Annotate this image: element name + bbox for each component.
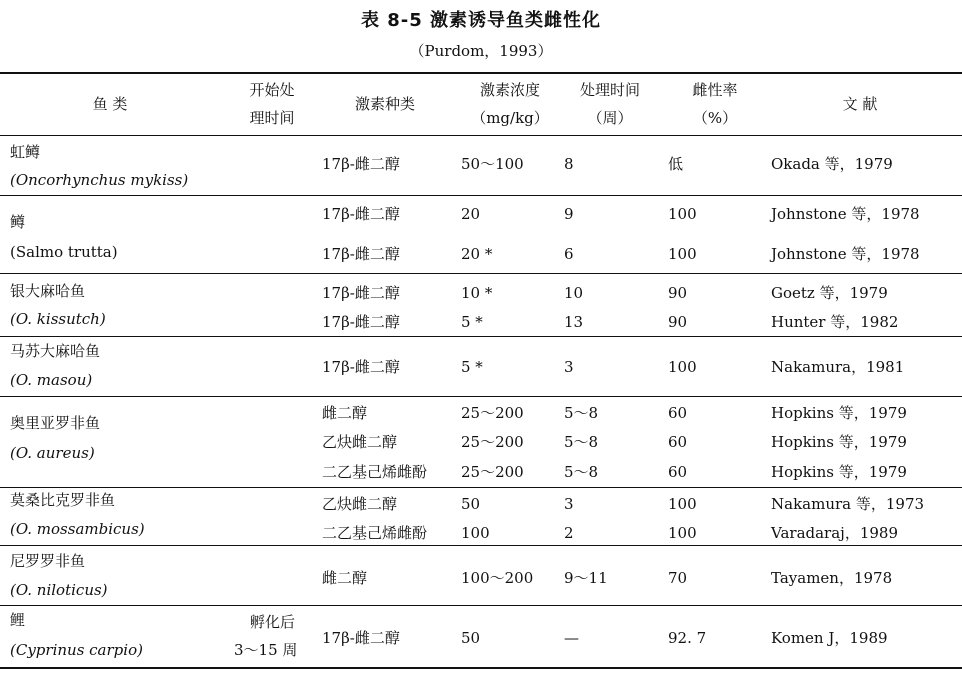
female-rate-cell: 100 [668,358,697,376]
fish-name: 尼罗罗非鱼 [10,552,86,570]
hormone-cell: 17β-雌二醇 [322,629,400,647]
concentration-cell: 25～200 [461,463,524,481]
concentration-cell: 50～100 [461,155,524,173]
reference-cell: Nakamura，1981 [771,358,905,376]
fish-name: 鲤 [10,611,26,629]
duration-cell: 3 [564,495,574,513]
hormone-cell: 雌二醇 [322,569,368,587]
reference-cell: Hopkins 等，1979 [771,463,907,481]
reference-cell: Varadaraj，1989 [771,524,898,542]
female-rate-cell: 100 [668,205,697,223]
header-rule [0,135,962,136]
duration-cell: 8 [564,155,574,173]
group-divider [0,336,962,337]
concentration-cell: 25～200 [461,404,524,422]
group-divider [0,605,962,606]
fish-scientific-name: (O. niloticus) [10,581,108,599]
table-subtitle: （Purdom，1993） [409,42,553,60]
fish-scientific-name: (O. mossambicus) [10,520,145,538]
duration-cell: 13 [564,313,584,331]
table-title: 表 8-5 激素诱导鱼类雌性化 [360,10,602,31]
hormone-cell: 二乙基己烯雌酚 [322,463,428,481]
hormone-cell: 17β-雌二醇 [322,155,400,173]
duration-cell: 10 [564,284,584,302]
female-rate-cell: 70 [668,569,688,587]
header-female-rate: （%） [692,109,738,127]
duration-cell: 5～8 [564,433,599,451]
duration-cell: 9～11 [564,569,608,587]
hormone-cell: 乙炔雌二醇 [322,495,398,513]
fish-name: 鳟 [10,213,26,231]
hormone-cell: 17β-雌二醇 [322,358,400,376]
reference-cell: Komen J，1989 [771,629,888,647]
fish-scientific-name: (O. masou) [10,371,93,389]
fish-scientific-name: (Salmo trutta) [10,243,118,261]
reference-cell: Johnstone 等，1978 [771,205,920,223]
group-divider [0,545,962,546]
reference-cell: Nakamura 等，1973 [771,495,925,513]
female-rate-cell: 90 [668,313,688,331]
hormone-cell: 乙炔雌二醇 [322,433,398,451]
concentration-cell: 50 [461,629,481,647]
header-female-rate: 雌性率 [692,81,738,99]
concentration-cell: 20 [461,205,481,223]
fish-scientific-name: (Cyprinus carpio) [10,641,143,659]
female-rate-cell: 60 [668,404,688,422]
concentration-cell: 5 * [461,313,483,331]
concentration-cell: 10 * [461,284,493,302]
header-duration: （周） [587,109,633,127]
female-rate-cell: 92. 7 [668,629,707,647]
reference-cell: Okada 等，1979 [771,155,893,173]
duration-cell: 5～8 [564,463,599,481]
hormone-cell: 17β-雌二醇 [322,245,400,263]
duration-cell: 5～8 [564,404,599,422]
fish-name: 莫桑比克罗非鱼 [10,491,116,509]
duration-cell: 6 [564,245,574,263]
concentration-cell: 100 [461,524,490,542]
hormone-cell: 17β-雌二醇 [322,284,400,302]
concentration-cell: 50 [461,495,481,513]
duration-cell: 9 [564,205,574,223]
hormone-cell: 17β-雌二醇 [322,205,400,223]
concentration-cell: 100～200 [461,569,534,587]
reference-cell: Goetz 等，1979 [771,284,888,302]
header-start-time: 开始处 [249,81,295,99]
female-rate-cell: 100 [668,495,697,513]
hormone-cell: 17β-雌二醇 [322,313,400,331]
group-divider [0,273,962,274]
hormone-cell: 雌二醇 [322,404,368,422]
female-rate-cell: 100 [668,524,697,542]
duration-cell: 3 [564,358,574,376]
fish-name: 虹鳟 [10,143,41,161]
reference-cell: Hunter 等，1982 [771,313,899,331]
header-reference: 文 献 [842,95,878,113]
header-duration: 处理时间 [579,81,640,99]
female-rate-cell: 90 [668,284,688,302]
fish-name: 马苏大麻哈鱼 [10,342,101,360]
top-rule [0,72,962,74]
duration-cell: 2 [564,524,574,542]
duration-cell: — [564,629,579,647]
reference-cell: Hopkins 等，1979 [771,433,907,451]
group-divider [0,487,962,488]
female-rate-cell: 60 [668,463,688,481]
concentration-cell: 25～200 [461,433,524,451]
fish-scientific-name: (O. kissutch) [10,310,106,328]
fish-scientific-name: (O. aureus) [10,444,95,462]
header-hormone: 激素种类 [354,95,415,113]
fish-name: 奥里亚罗非鱼 [10,414,101,432]
header-fish: 鱼 类 [92,95,128,113]
start-time-cell: 3～15 周 [234,641,298,659]
concentration-cell: 20 * [461,245,493,263]
reference-cell: Johnstone 等，1978 [771,245,920,263]
header-concentration: 激素浓度 [479,81,540,99]
fish-name: 银大麻哈鱼 [10,282,86,300]
hormone-cell: 二乙基己烯雌酚 [322,524,428,542]
header-concentration: （mg/kg） [471,109,549,127]
reference-cell: Tayamen，1978 [771,569,893,587]
fish-scientific-name: (Oncorhynchus mykiss) [10,171,189,189]
header-start-time: 理时间 [249,109,295,127]
bottom-rule [0,667,962,669]
female-rate-cell: 60 [668,433,688,451]
female-rate-cell: 低 [668,155,684,173]
group-divider [0,195,962,196]
start-time-cell: 孵化后 [250,613,296,631]
female-rate-cell: 100 [668,245,697,263]
group-divider [0,396,962,397]
concentration-cell: 5 * [461,358,483,376]
reference-cell: Hopkins 等，1979 [771,404,907,422]
